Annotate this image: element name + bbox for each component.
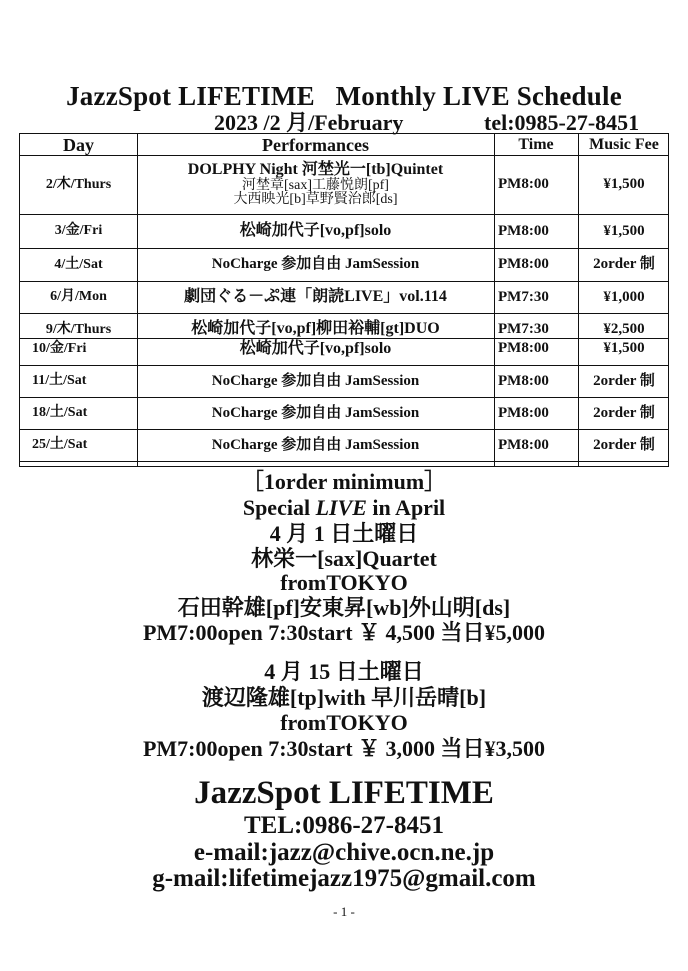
event-price: PM7:00open 7:30start ￥ 3,000 当日¥3,500	[142, 736, 546, 761]
row-fee: ¥2,500	[603, 321, 645, 338]
row-performance: 松崎加代子[vo,pf]solo	[239, 339, 392, 357]
row-time: PM8:00	[498, 176, 549, 193]
special-live-word: LIVE	[315, 495, 367, 520]
row-day: 9/木/Thurs	[45, 322, 112, 338]
event-origin: fromTOKYO	[280, 570, 408, 595]
event-members: 石田幹雄[pf]安東昇[wb]外山明[ds]	[177, 595, 511, 620]
event-origin: fromTOKYO	[280, 710, 408, 735]
row-time: PM8:00	[498, 372, 549, 389]
footer-phone: TEL:0986-27-8451	[244, 812, 444, 839]
row-time: PM7:30	[498, 288, 549, 305]
row-day: 18/土/Sat	[32, 405, 88, 421]
performance-line: 大西映光[b]草野賢治郎[ds]	[233, 192, 398, 208]
page-title: JazzSpot LIFETIME Monthly LIVE Schedule	[66, 81, 622, 111]
event-price: PM7:00open 7:30start ￥ 4,500 当日¥5,000	[142, 620, 546, 645]
row-day: 4/土/Sat	[54, 256, 103, 272]
row-performance	[137, 156, 494, 214]
minimum-order-note: ［1order minimum］	[241, 469, 447, 494]
row-day: 11/土/Sat	[32, 373, 87, 389]
row-fee: ¥1,500	[603, 176, 645, 193]
row-time: PM8:00	[498, 340, 549, 357]
row-performance: 劇団ぐる－ぷ連「朗読LIVE」vol.114	[184, 288, 447, 306]
event-date: 4 月 1 日土曜日	[269, 521, 419, 546]
footer-email: e-mail:jazz@chive.ocn.ne.jp	[193, 839, 495, 866]
row-time: PM7:30	[498, 321, 549, 338]
event-date: 4 月 15 日土曜日	[264, 659, 424, 684]
footer-venue: JazzSpot LIFETIME	[194, 775, 494, 811]
performance-line: DOLPHY Night 河埜光一[tb]Quintet	[187, 160, 444, 178]
row-day: 3/金/Fri	[54, 223, 103, 239]
header-phone: tel:0985-27-8451	[484, 110, 640, 135]
row-time: PM8:00	[498, 404, 549, 421]
row-performance: NoCharge 参加自由 JamSession	[211, 372, 420, 389]
special-prefix: Special	[242, 495, 316, 520]
row-fee: ¥1,000	[603, 288, 645, 305]
row-fee: ¥1,500	[603, 340, 645, 357]
schedule-month: 2023 /2 月/February	[214, 110, 404, 135]
special-suffix: in April	[366, 495, 446, 520]
row-fee: 2order 制	[593, 436, 655, 453]
row-fee: 2order 制	[593, 372, 655, 389]
row-day: 6/月/Mon	[50, 289, 107, 305]
column-header-music-fee: Music Fee	[589, 135, 659, 153]
event-performer: 林栄一[sax]Quartet	[251, 546, 437, 571]
row-performance: NoCharge 参加自由 JamSession	[211, 436, 420, 453]
row-fee: ¥1,500	[603, 222, 645, 239]
footer-gmail: g-mail:lifetimejazz1975@gmail.com	[152, 865, 536, 892]
schedule-table	[19, 133, 669, 467]
row-time: PM8:00	[498, 222, 549, 239]
row-fee: 2order 制	[593, 404, 655, 421]
row-day: 2/木/Thurs	[45, 176, 112, 192]
row-divider	[20, 461, 668, 462]
row-performance: 松崎加代子[vo,pf]solo	[239, 222, 392, 240]
row-fee: 2order 制	[593, 256, 655, 273]
column-header-time: Time	[518, 135, 554, 153]
column-header-performances: Performances	[262, 134, 369, 155]
row-performance: NoCharge 参加自由 JamSession	[211, 256, 420, 273]
row-performance: 松崎加代子[vo,pf]柳田裕輔[gt]DUO	[191, 320, 440, 338]
row-time: PM8:00	[498, 436, 549, 453]
column-header-day: Day	[63, 134, 94, 155]
row-time: PM8:00	[498, 256, 549, 273]
performance-line: 河埜章[sax]工藤悦朗[pf]	[242, 177, 389, 193]
event-performer: 渡辺隆雄[tp]with 早川岳晴[b]	[201, 685, 487, 710]
row-day: 25/土/Sat	[32, 437, 88, 453]
special-live-heading	[0, 496, 688, 520]
page-number: - 1 -	[333, 904, 355, 919]
row-day: 10/金/Fri	[32, 340, 87, 356]
row-performance: NoCharge 参加自由 JamSession	[211, 404, 420, 421]
